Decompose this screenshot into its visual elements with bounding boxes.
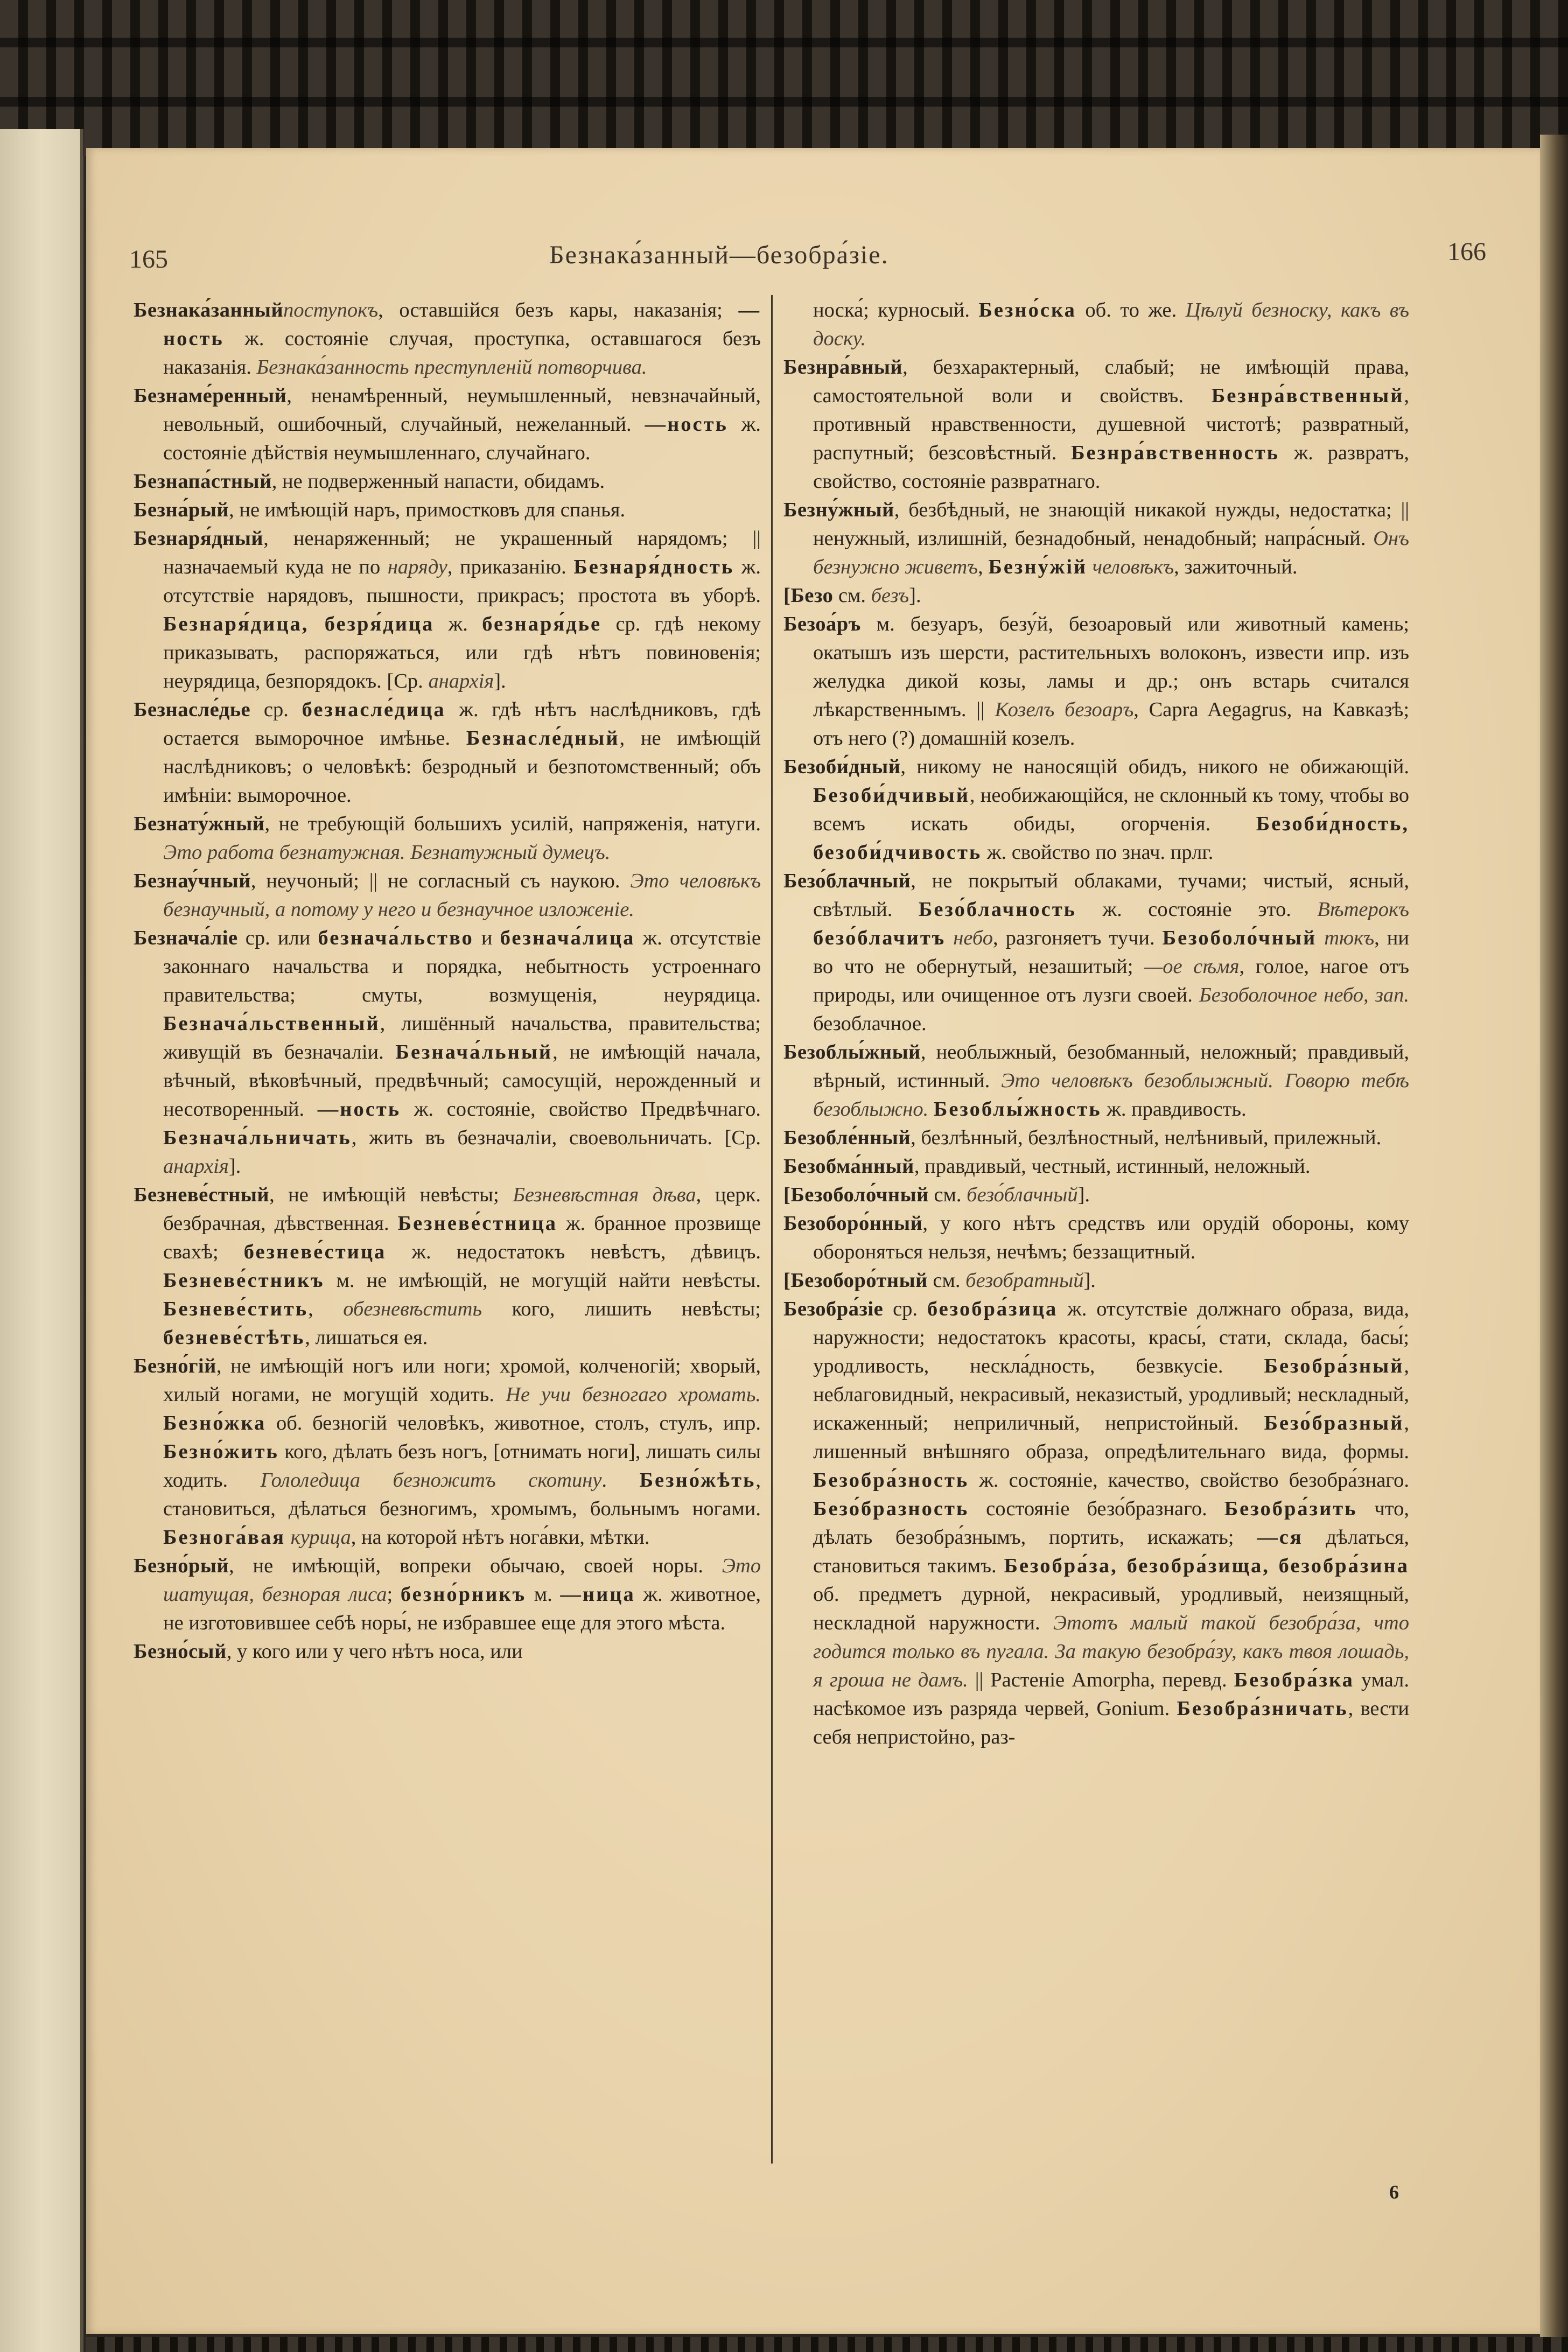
definition-text: носка́; курносый. — [813, 299, 979, 321]
headword: Безно́рый — [134, 1555, 229, 1577]
definition-text: см. — [833, 584, 871, 607]
example-text: Это работа безнатужная. Безнатужный думецъ. — [163, 841, 611, 864]
definition-text: см. — [928, 1184, 967, 1206]
sub-headword: безнача́лица — [500, 927, 635, 949]
signature-mark: 6 — [1389, 2181, 1399, 2203]
definition-text: ж. животное, не изготовившее себѣ норы́, не избравшее еще для этого мѣста. — [163, 1583, 761, 1634]
definition-text: , приказанію. — [447, 556, 574, 578]
headword: Безоблы́жный — [783, 1041, 921, 1063]
sub-headword: —ся — [1257, 1526, 1303, 1549]
page-number-left: 165 — [129, 245, 168, 274]
sub-headword: Безобра́за, безобра́зища, безобра́зина — [1004, 1555, 1409, 1577]
headword: Безнача́ліе — [134, 927, 238, 949]
dictionary-entry — [134, 1552, 761, 1637]
dictionary-entry — [134, 496, 761, 524]
headword: Безоби́дный — [783, 755, 901, 778]
example-text: Онъ безнужно живетъ — [813, 527, 1409, 578]
definition-text: , не имѣющій наръ, примостковъ для спанья. — [229, 499, 626, 521]
definition-text: ]. — [494, 670, 506, 692]
headword: Безобле́нный — [783, 1126, 911, 1149]
definition-text: , разгоняетъ тучи. — [993, 927, 1163, 949]
definition-text: безоблачное. — [813, 1012, 927, 1035]
definition-text: , неучоный; || не согласный съ наукою. — [250, 870, 631, 892]
sub-headword: безо́блачитъ — [813, 927, 946, 949]
sub-headword: Безоболо́чный — [1162, 927, 1317, 949]
definition-text: , необижающійся, не склонный къ тому, чтобы во всемъ искать обиды, огорченія. — [813, 784, 1409, 835]
definition-text: ж. состояніе дѣйствія неумышленнаго, случайнаго. — [163, 413, 761, 464]
sub-headword: Безнасле́дный — [466, 727, 620, 750]
sub-headword: Безневе́стникъ — [163, 1269, 325, 1292]
definition-text: дѣлаться, становиться такимъ. — [813, 1526, 1409, 1577]
definition-text: ж. отсутствіе законнаго начальства и порядка, небытность устроеннаго правительства; смуты, возмущенія, неурядица. — [163, 927, 761, 1006]
sub-headword: Безно́жѣть — [639, 1469, 756, 1492]
dictionary-entry — [134, 696, 761, 810]
definition-text: , становиться, дѣлаться безногимъ, хромымъ, больнымъ ногами. — [163, 1469, 761, 1520]
headword: Безно́сый — [134, 1640, 227, 1663]
example-text: Вѣтерокъ — [1317, 898, 1409, 921]
definition-text: , не имѣющій начала, вѣчный, вѣковѣчный, предвѣчный; самосущій, нерожденный и несотворенный. — [163, 1041, 761, 1121]
definition-text: ж. развратъ, свойство, состояніе развратнаго. — [813, 442, 1409, 493]
sub-headword: Безоблы́жность — [933, 1098, 1102, 1121]
headword: [Безо — [783, 584, 834, 607]
definition-text: ср. гдѣ некому приказывать, распоряжаться, или гдѣ нѣтъ повиновенія; неурядица, безпорядокъ. [Ср. — [163, 613, 761, 692]
sub-headword: Безнога́вая — [163, 1526, 286, 1549]
definition-text: , не имѣющій невѣсты; — [269, 1184, 513, 1206]
definition-text: ж. состояніе, качество, свойство безобра́знаго. — [969, 1469, 1409, 1492]
definition-text — [1317, 927, 1324, 949]
definition-text: и — [473, 927, 500, 949]
sub-headword: —ность — [645, 413, 728, 436]
definition-text: , противный нравственности, душевной чистотѣ; развратный, распутный; безсовѣстный. — [813, 384, 1409, 464]
definition-text: , вести себя непристойно, раз- — [813, 1697, 1409, 1748]
sub-headword: Безоби́дность, безоби́дчивость — [813, 813, 1409, 864]
definition-text: , у кого или у чего нѣтъ носа, или — [226, 1640, 523, 1663]
sub-headword: —ность — [317, 1098, 401, 1121]
right-column — [783, 296, 1409, 1752]
sub-headword: Безоби́дчивый — [813, 784, 970, 807]
example-text: Это человѣкъ безнаучный, а потому у него и безнаучное изложеніе. — [163, 870, 761, 921]
headword: Безневе́стный — [134, 1184, 270, 1206]
sub-headword: Безнача́льственный — [163, 1012, 380, 1035]
definition-text: , не имѣющій ногъ или ноги; хромой, колченогій; хворый, хилый ногами, не могущій ходить. — [163, 1355, 761, 1406]
dictionary-entry — [783, 1181, 1409, 1209]
example-text: курица — [290, 1526, 351, 1549]
definition-text — [285, 1526, 291, 1549]
headword: Безнасле́дье — [134, 698, 251, 721]
sub-headword: Безо́бразность — [813, 1497, 969, 1520]
sub-headword: Безобра́зка — [1234, 1669, 1354, 1691]
headword: Безнату́жный — [134, 813, 265, 835]
sub-headword: Безобра́зный — [1264, 1355, 1404, 1377]
headword: [Безоборо́тный — [783, 1269, 928, 1292]
book-edge — [1540, 135, 1568, 2352]
definition-text: , необлыжный, безобманный, неложный; правдивый, вѣрный, истинный. — [813, 1041, 1409, 1092]
dictionary-entry — [134, 924, 761, 1181]
definition-text: , голое, нагое отъ природы, или очищенное отъ лузги своей. — [813, 955, 1410, 1006]
definition-text: ж. — [434, 613, 482, 635]
definition-text: ж. свойство по знач. прлг. — [982, 841, 1214, 864]
example-text: Цѣлуй безноску, какъ въ доску. — [813, 299, 1409, 350]
dictionary-entry — [134, 1181, 761, 1352]
background-mat — [0, 0, 1568, 156]
headword: Безна́рый — [134, 499, 229, 521]
sub-headword: Безнача́льничать — [163, 1126, 352, 1149]
headword: Безно́гій — [134, 1355, 216, 1377]
definition-text: м. не имѣющій, не могущій найти невѣсты. — [324, 1269, 761, 1292]
definition-text: кого, дѣлать безъ ногъ, [отнимать ноги], лишать силы ходить. — [163, 1440, 761, 1492]
dictionary-entry — [783, 1038, 1409, 1124]
definition-text: , правдивый, честный, истинный, неложный. — [914, 1155, 1311, 1178]
definition-text — [946, 927, 953, 949]
dictionary-entry — [134, 296, 761, 382]
dictionary-entry — [134, 1637, 761, 1666]
sub-headword: безневе́стѣть — [163, 1326, 305, 1349]
definition-text: ж. отсутствіе нарядовъ, пышности, прикрасъ; простота въ уборѣ. — [163, 556, 761, 607]
definition-text — [1087, 556, 1093, 578]
definition-text: , жить въ безначаліи, своевольничать. [Ср. — [351, 1126, 761, 1149]
example-text: тюкъ — [1324, 927, 1375, 949]
sub-headword: Безнаря́дность — [573, 556, 734, 578]
definition-text: м. безуаръ, безу́й, безоаровый или животный камень; окатышъ изъ шерсти, растительныхъ волоконъ, извести ипр. изъ желудка дикой козы, ламы и др.; онъ встарь считался лѣкарственнымъ. || — [813, 613, 1409, 721]
definition-text: , не подверженный напасти, обидамъ. — [271, 470, 605, 493]
dictionary-entry — [134, 810, 761, 867]
sub-headword: Безно́жка — [163, 1412, 267, 1434]
definition-text: , ни во что не обернутый, незашитый; — [813, 927, 1409, 978]
page-header — [129, 237, 1486, 275]
running-head: Безнака́занный—безобра́зіе. — [549, 241, 889, 269]
definition-text: ж. гдѣ нѣтъ наслѣдниковъ, гдѣ остается выморочное имѣнье. — [163, 698, 761, 750]
dictionary-entry — [783, 296, 1409, 353]
definition-text: ]. — [1077, 1184, 1090, 1206]
dictionary-entry — [134, 382, 761, 467]
example-text: Козелъ безоаръ — [995, 698, 1134, 721]
example-text: наряду — [387, 556, 447, 578]
definition-text: ; — [387, 1583, 401, 1606]
definition-text: м. — [526, 1583, 561, 1606]
definition-text: что, дѣлать безобра́знымъ, портить, искажать; — [813, 1497, 1409, 1549]
example-text: безо́блачный — [967, 1184, 1078, 1206]
dictionary-entry — [134, 467, 761, 496]
dictionary-entry — [783, 496, 1409, 582]
headword: Безоборо́нный — [783, 1212, 923, 1235]
definition-text: об. то же. — [1076, 299, 1186, 321]
page-number-right: 166 — [1447, 237, 1486, 266]
dictionary-entry — [134, 867, 761, 924]
example-text: Безоболочное небо, зап. — [1199, 984, 1409, 1006]
definition-text: ж. состояніе случая, проступка, оставшагося безъ наказанія. — [163, 327, 761, 379]
dictionary-entry — [783, 582, 1409, 610]
definition-text: , не имѣющій наслѣдниковъ; о человѣкѣ: безродный и безпотомственный; объ имѣніи: выморочное. — [163, 727, 761, 807]
dictionary-entry — [783, 610, 1409, 753]
definition-text: , Capra Aegagrus, на Кавказѣ; отъ него (?) домашній козелъ. — [813, 698, 1410, 750]
example-text: обезневѣстить — [343, 1298, 482, 1320]
column-divider — [771, 295, 773, 2164]
headword: Безобма́нный — [783, 1155, 914, 1178]
headword: Безнапа́стный — [134, 470, 272, 493]
dictionary-entry — [783, 753, 1409, 867]
dictionary-entry — [783, 1124, 1409, 1152]
definition-text: , церк. безбрачная, дѣвственная. — [163, 1184, 761, 1235]
example-text: Это человѣкъ безоблыжный. Говорю тебѣ безоблыжно. — [813, 1069, 1409, 1121]
definition-text: || Растеніе Amorpha, перевд. — [968, 1669, 1234, 1691]
sub-headword: —ница — [560, 1583, 635, 1606]
left-column — [134, 296, 761, 1666]
sub-headword: Безо́блачность — [918, 898, 1077, 921]
dictionary-entry — [134, 524, 761, 696]
example-text: Не учи безногаго хромать. — [506, 1383, 761, 1406]
definition-text: , на которой нѣтъ нога́вки, мѣтки. — [351, 1526, 650, 1549]
headword: Безнау́чный — [134, 870, 251, 892]
definition-text: ]. — [228, 1155, 241, 1178]
dictionary-entry — [134, 1352, 761, 1552]
definition-text: , безхарактерный, слабый; не имѣющій права, самостоятельной воли и свойствъ. — [813, 356, 1409, 407]
headword: Безо́блачный — [783, 870, 911, 892]
dictionary-entry — [783, 1295, 1409, 1752]
example-text: Гололедица безножитъ скотину — [260, 1469, 602, 1492]
sub-headword: Безо́бразный — [1264, 1412, 1404, 1434]
definition-text: , не имѣющій, вопреки обычаю, своей норы. — [229, 1555, 722, 1577]
dictionary-entry — [783, 867, 1409, 1038]
sub-headword: Безнра́вственный — [1211, 384, 1404, 407]
sub-headword: Безобра́зить — [1224, 1497, 1357, 1520]
definition-text: , безлѣнный, безлѣностный, нелѣнивый, прилежный. — [911, 1126, 1382, 1149]
definition-text: . — [601, 1469, 640, 1492]
dictionary-entry — [783, 1152, 1409, 1181]
sub-headword: Безневе́стница — [397, 1212, 558, 1235]
example-text: поступокъ — [283, 299, 379, 321]
sub-headword: Безно́жить — [163, 1440, 279, 1463]
definition-text: кого, лишить невѣсты; — [482, 1298, 761, 1320]
example-text: Этотъ малый такой безобра́за, что годится только въ пугала. За такую безобра́зу, какъ твоя лошадь, я гроша не дамъ. — [813, 1612, 1409, 1691]
sub-headword: безнасле́дица — [302, 698, 446, 721]
definition-text — [928, 1098, 934, 1121]
definition-text: ср. — [883, 1298, 927, 1320]
definition-text: , не покрытый облаками, тучами; чистый, ясный, свѣтлый. — [813, 870, 1409, 921]
definition-text: , лишённый начальства, правительства; живущій въ безначаліи. — [163, 1012, 761, 1063]
sub-headword: Безнра́вственность — [1071, 442, 1280, 464]
sub-headword: безнача́льство — [318, 927, 474, 949]
headword: Безнаме́ренный — [134, 384, 287, 407]
headword: Безоа́ръ — [783, 613, 861, 635]
sub-headword: Безневе́стить — [163, 1298, 309, 1320]
headword: Безнра́вный — [783, 356, 903, 379]
example-text: анархія — [163, 1155, 229, 1178]
definition-text: об. безногій человѣкъ, животное, столъ, стулъ, ипр. — [266, 1412, 761, 1434]
sub-headword: безневе́стица — [243, 1241, 387, 1263]
example-text: Безневѣстная дѣва — [513, 1184, 696, 1206]
sub-headword: Безнача́льный — [395, 1041, 553, 1063]
dictionary-entry — [783, 353, 1409, 496]
headword: [Безоболо́чный — [783, 1184, 929, 1206]
headword: Безобра́зіе — [783, 1298, 884, 1320]
definition-text: , ненамѣренный, неумышленный, невзначайный, невольный, ошибочный, случайный, нежеланный. — [163, 384, 761, 436]
definition-text: , — [308, 1298, 344, 1320]
example-text: —ое сѣмя — [1144, 955, 1240, 978]
sub-headword: безно́рникъ — [400, 1583, 527, 1606]
example-text: анархія — [428, 670, 494, 692]
definition-text: ср. или — [237, 927, 318, 949]
example-text: небо — [953, 927, 993, 949]
definition-text: ж. правдивость. — [1101, 1098, 1247, 1121]
headword: Безну́жный — [783, 499, 894, 521]
example-text: безъ — [871, 584, 909, 607]
definition-text: ж. недостатокъ невѣстъ, дѣвицъ. — [386, 1241, 761, 1263]
definition-text: , у кого нѣтъ средствъ или орудій обороны, кому обороняться нельзя, нечѣмъ; беззащитный. — [813, 1212, 1409, 1263]
headword: Безнака́занный — [134, 299, 284, 321]
definition-text: , никому не наносящій обидъ, никого не обижающій. — [900, 755, 1409, 778]
dictionary-entry — [783, 1266, 1409, 1295]
sub-headword: Безну́жій — [988, 556, 1088, 578]
definition-text: , ненаряженный; не украшенный нарядомъ; || назначаемый куда не по — [163, 527, 761, 578]
example-text: безобратный — [965, 1269, 1084, 1292]
facing-page-edge — [0, 129, 83, 2352]
example-text: Это шатущая, безнорая лиса — [163, 1555, 761, 1606]
definition-text: умал. насѣкомое изъ разряда червей, Gonium. — [813, 1669, 1409, 1720]
sub-headword: Безнаря́дица, безря́дица — [163, 613, 435, 635]
example-text: человѣкъ — [1092, 556, 1174, 578]
definition-text: об. предметъ дурной, некрасивый, уродливый, неизящный, нескладной наружности. — [813, 1583, 1409, 1634]
definition-text: , лишаться ея. — [305, 1326, 428, 1349]
background-mat-bottom — [86, 2337, 1568, 2352]
definition-text: ж. состояніе это. — [1076, 898, 1318, 921]
definition-text: см. — [927, 1269, 966, 1292]
definition-text: ]. — [1083, 1269, 1096, 1292]
definition-text: , оставшійся безъ кары, наказанія; — [378, 299, 739, 321]
sub-headword: Безобра́зность — [813, 1469, 969, 1492]
definition-text: , лишенный внѣшняго образа, опредѣлительнаго вида, формы. — [813, 1412, 1409, 1463]
example-text: Безнака́занность преступленій потворчива. — [256, 356, 647, 379]
sub-headword: Безно́ска — [978, 299, 1076, 321]
headword: Безнаря́дный — [134, 527, 264, 550]
definition-text: , неблаговидный, некрасивый, неказистый, уродливый; нескладный, искаженный; неприличный, непристойный. — [813, 1355, 1409, 1434]
definition-text: ж. отсутствіе должнаго образа, вида, наружности; недостатокъ красоты, красы́, стати, склада, басы́; уродливость, нескла́дность, безвкусіе. — [813, 1298, 1409, 1377]
definition-text: , безбѣдный, не знающій никакой нужды, недостатка; || ненужный, излишній, безнадобный, ненадобный; напра́сный. — [813, 499, 1409, 550]
definition-text: , зажиточный. — [1174, 556, 1298, 578]
definition-text: ]. — [909, 584, 921, 607]
definition-text: ж. бранное прозвище свахѣ; — [163, 1212, 761, 1263]
definition-text: ж. состояніе, свойство Предвѣчнаго. — [401, 1098, 761, 1121]
dictionary-entry — [783, 1209, 1409, 1266]
definition-text: , — [978, 556, 989, 578]
definition-text: ср. — [250, 698, 302, 721]
definition-text: , не требующій большихъ усилій, напряженія, натуги. — [264, 813, 761, 835]
sub-headword: —ность — [163, 299, 761, 350]
sub-headword: безнаря́дье — [482, 613, 602, 635]
definition-text: состояніе безо́бразнаго. — [969, 1497, 1224, 1520]
sub-headword: Безобра́зничать — [1177, 1697, 1348, 1720]
sub-headword: безобра́зица — [927, 1298, 1058, 1320]
